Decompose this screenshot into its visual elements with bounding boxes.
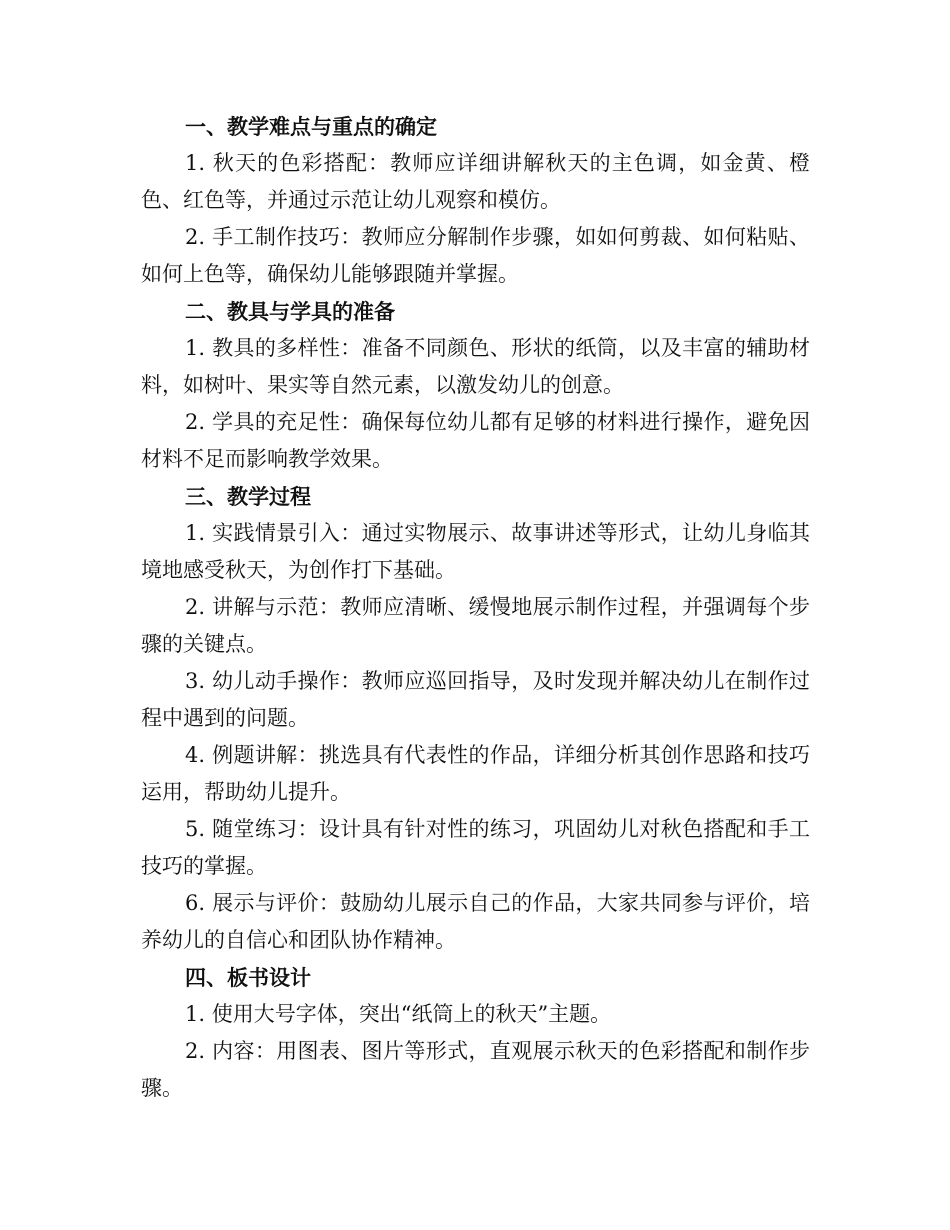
paragraph: 2. 学具的充足性：确保每位幼儿都有足够的材料进行操作，避免因材料不足而影响教学效果。 [141,410,810,471]
section-heading: 四、板书设计 [185,965,311,990]
section-blackboard-design [141,959,810,1107]
section-teaching-process [141,478,810,959]
section-heading: 三、教学过程 [185,484,311,509]
paragraph: 5. 随堂练习：设计具有针对性的练习，巩固幼儿对秋色搭配和手工技巧的掌握。 [141,817,810,878]
paragraph: 6. 展示与评价：鼓励幼儿展示自己的作品，大家共同参与评价，培养幼儿的自信心和团队协作精神。 [141,891,810,952]
paragraph: 3. 幼儿动手操作：教师应巡回指导，及时发现并解决幼儿在制作过程中遇到的问题。 [141,669,810,730]
section-teaching-aids [141,293,810,478]
section-teaching-difficulties [141,108,810,293]
paragraph: 4. 例题讲解：挑选具有代表性的作品，详细分析其创作思路和技巧运用，帮助幼儿提升。 [141,743,810,804]
paragraph: 2. 讲解与示范：教师应清晰、缓慢地展示制作过程，并强调每个步骤的关键点。 [141,595,810,656]
paragraph: 2. 手工制作技巧：教师应分解制作步骤，如如何剪裁、如何粘贴、如何上色等，确保幼儿能够跟随并掌握。 [141,225,810,286]
paragraph: 1. 教具的多样性：准备不同颜色、形状的纸筒，以及丰富的辅助材料，如树叶、果实等自然元素，以激发幼儿的创意。 [141,336,810,397]
section-heading: 二、教具与学具的准备 [185,299,395,324]
paragraph: 1. 秋天的色彩搭配：教师应详细讲解秋天的主色调，如金黄、橙色、红色等，并通过示范让幼儿观察和模仿。 [141,151,810,212]
paragraph: 1. 实践情景引入：通过实物展示、故事讲述等形式，让幼儿身临其境地感受秋天，为创作打下基础。 [141,521,810,582]
section-heading: 一、教学难点与重点的确定 [185,114,437,139]
paragraph: 1. 使用大号字体，突出“纸筒上的秋天”主题。 [185,1002,612,1026]
document-body [141,108,810,1107]
paragraph: 2. 内容：用图表、图片等形式，直观展示秋天的色彩搭配和制作步骤。 [141,1039,810,1100]
